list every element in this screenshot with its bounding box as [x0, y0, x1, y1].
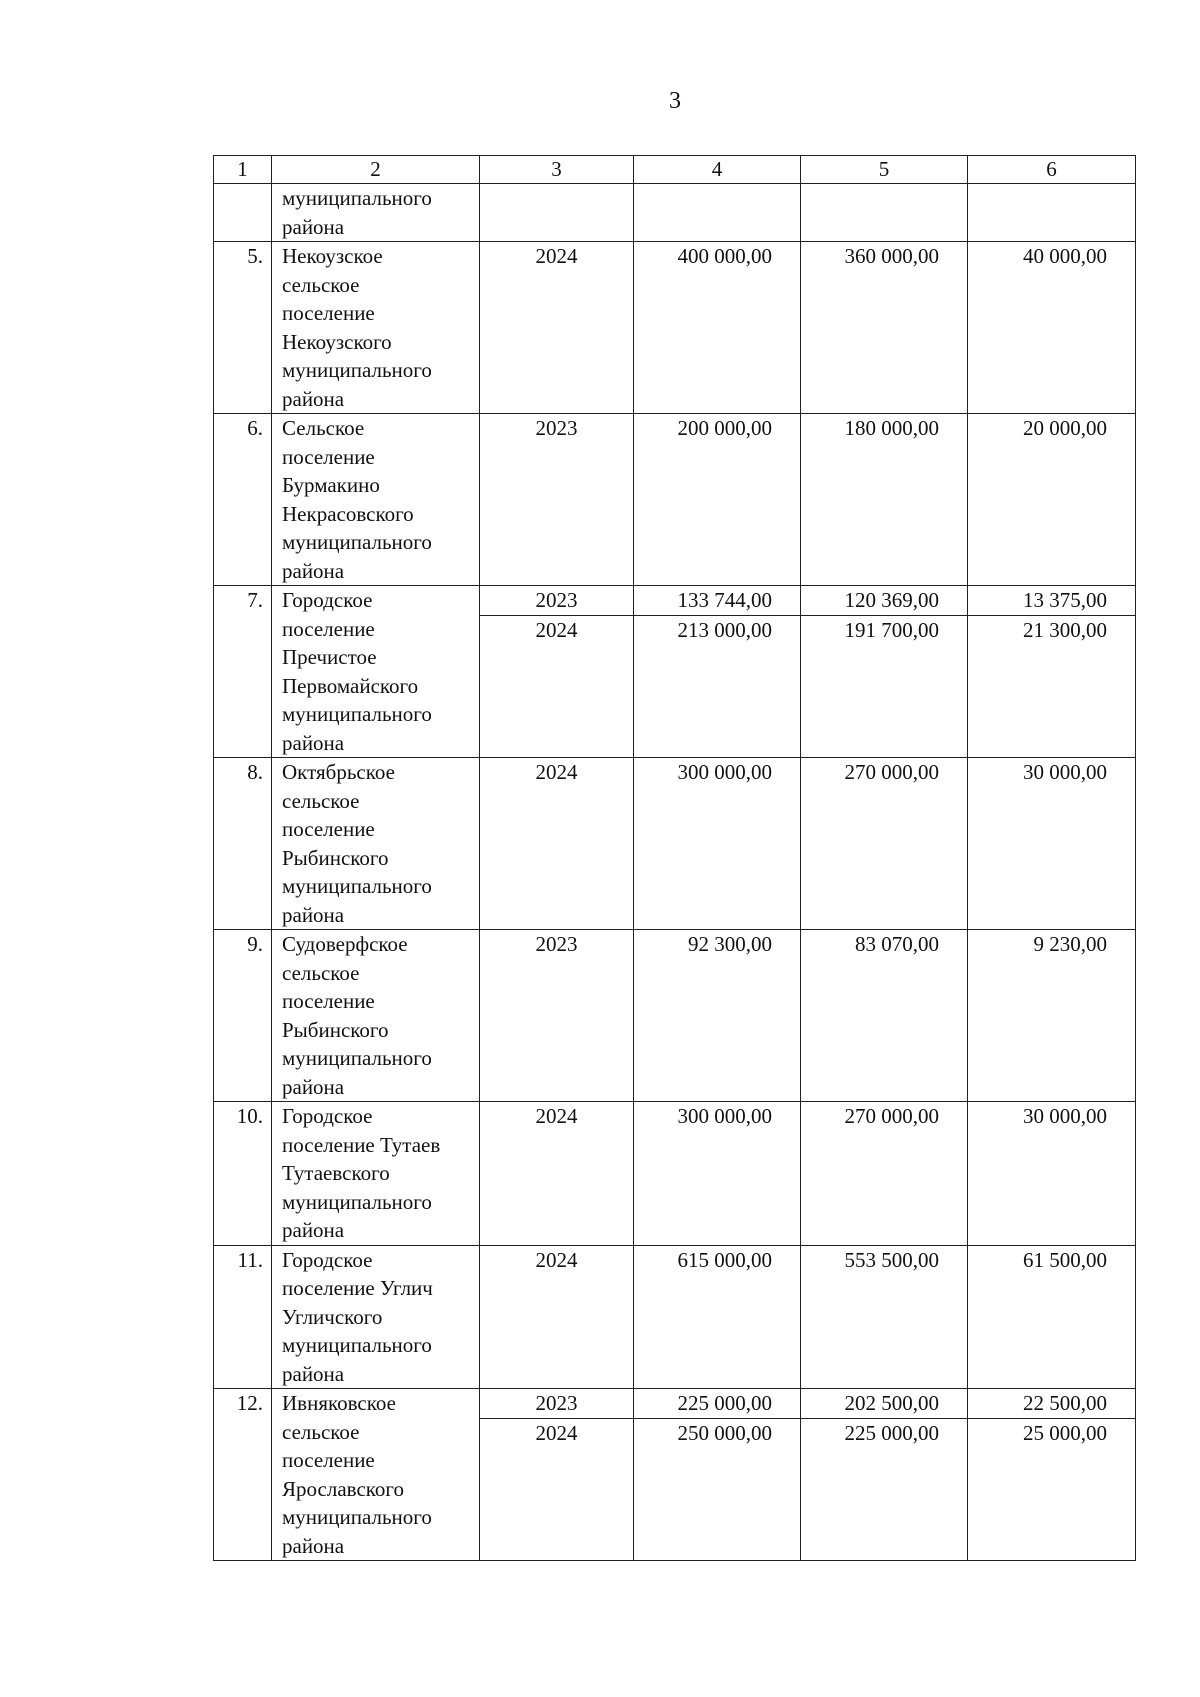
- name-line: Городское: [282, 1247, 373, 1272]
- col6-cell: [968, 1389, 1136, 1561]
- name-line: поселение Углич: [282, 1276, 433, 1300]
- name-line: поселение: [282, 817, 375, 841]
- total-value: 92 300,00: [688, 932, 772, 956]
- col5-value: 553 500,00: [844, 1247, 939, 1272]
- col6-value: 21 300,00: [968, 615, 1135, 644]
- col5-cell: [801, 586, 968, 758]
- continuation-year-cell: [480, 184, 634, 242]
- name-line: муниципального: [282, 874, 432, 898]
- col6-cell: [968, 930, 1136, 1102]
- name-line: Рыбинского: [282, 845, 389, 870]
- row-number: 12.: [214, 1389, 272, 1561]
- col6-value: 22 500,00: [1023, 1391, 1107, 1415]
- col6-value: 9 230,00: [1033, 932, 1107, 956]
- name-line: Судоверфское: [282, 932, 408, 956]
- header-col-1: 1: [214, 156, 272, 184]
- col5-cell: [801, 1389, 968, 1561]
- col5-cell: [801, 758, 968, 930]
- col5-cell: [801, 1245, 968, 1389]
- continuation-num-cell: [214, 184, 272, 242]
- year-value: 2024: [535, 1247, 578, 1272]
- col5-value: 360 000,00: [844, 244, 939, 268]
- name-line: муниципального: [282, 186, 432, 210]
- continuation-name-cell: [272, 184, 480, 242]
- municipality-name: [272, 758, 480, 930]
- col6-cell: [968, 414, 1136, 586]
- municipality-name: [272, 1102, 480, 1246]
- name-line: района: [282, 730, 345, 755]
- municipality-name: [272, 1245, 480, 1389]
- table-row: [214, 930, 1136, 1102]
- name-line: сельское: [282, 272, 360, 297]
- header-col-4: 4: [634, 156, 801, 184]
- header-col-2: 2: [272, 156, 480, 184]
- total-value: 300 000,00: [677, 760, 772, 784]
- name-line: района: [282, 902, 345, 927]
- year-value: 2023: [535, 416, 578, 440]
- name-line: Городское: [282, 1104, 373, 1128]
- col6-cell: [968, 586, 1136, 758]
- total-cell: [634, 758, 801, 930]
- table-row: [214, 1389, 1136, 1561]
- year-cell: [480, 1102, 634, 1246]
- year-cell: [480, 414, 634, 586]
- col5-value: 180 000,00: [844, 416, 939, 440]
- total-value: 200 000,00: [677, 416, 772, 440]
- name-line: поселение: [282, 989, 375, 1013]
- table-row: [214, 586, 1136, 758]
- year-cell: [480, 586, 634, 758]
- col5-cell: [801, 242, 968, 414]
- year-value: 2024: [480, 1418, 633, 1447]
- name-line: района: [282, 214, 345, 239]
- year-value: 2024: [535, 1104, 578, 1128]
- total-cell: [634, 414, 801, 586]
- col5-value: 83 070,00: [855, 932, 939, 956]
- row-number: 5.: [214, 242, 272, 414]
- col6-cell: [968, 242, 1136, 414]
- col6-value: 61 500,00: [1023, 1247, 1107, 1272]
- col6-value: 13 375,00: [1023, 588, 1107, 612]
- total-cell: [634, 1245, 801, 1389]
- year-value: 2024: [480, 615, 633, 644]
- municipality-name: [272, 414, 480, 586]
- name-line: поселение: [282, 301, 375, 325]
- name-line: муниципального: [282, 1333, 432, 1357]
- header-col-3: 3: [480, 156, 634, 184]
- name-line: района: [282, 1533, 345, 1558]
- year-cell: [480, 758, 634, 930]
- total-value: 133 744,00: [677, 588, 772, 612]
- year-cell: [480, 1389, 634, 1561]
- name-line: сельское: [282, 960, 360, 985]
- name-line: Некоузское: [282, 244, 383, 268]
- col5-cell: [801, 930, 968, 1102]
- year-value: 2023: [535, 1391, 578, 1415]
- year-cell: [480, 930, 634, 1102]
- municipality-name: [272, 930, 480, 1102]
- name-line: муниципального: [282, 702, 432, 726]
- continuation-total-cell: [634, 184, 801, 242]
- col6-value: 40 000,00: [1023, 244, 1107, 268]
- name-line: Первомайского: [282, 673, 419, 698]
- municipality-name: [272, 1389, 480, 1561]
- budget-table: [213, 155, 1136, 1561]
- col6-value: 20 000,00: [1023, 416, 1107, 440]
- year-value: 2024: [535, 244, 578, 268]
- col5-value: 270 000,00: [844, 760, 939, 784]
- name-line: поселение: [282, 444, 375, 469]
- municipality-name: [272, 586, 480, 758]
- name-line: района: [282, 1074, 345, 1099]
- col6-value: 30 000,00: [1023, 760, 1107, 784]
- year-value: 2023: [535, 588, 578, 612]
- col5-value: 225 000,00: [801, 1418, 967, 1447]
- name-line: сельское: [282, 1419, 360, 1444]
- year-value: 2024: [535, 760, 578, 784]
- total-value: 615 000,00: [677, 1247, 772, 1272]
- name-line: района: [282, 386, 345, 411]
- row-number: 9.: [214, 930, 272, 1102]
- table-row: [214, 414, 1136, 586]
- col6-cell: [968, 758, 1136, 930]
- name-line: поселение: [282, 1448, 375, 1472]
- year-value: 2023: [535, 932, 578, 956]
- name-line: Угличского: [282, 1304, 383, 1329]
- name-line: сельское: [282, 788, 360, 813]
- name-line: Ярославского: [282, 1476, 404, 1501]
- col5-cell: [801, 414, 968, 586]
- year-cell: [480, 1245, 634, 1389]
- header-col-6: 6: [968, 156, 1136, 184]
- name-line: района: [282, 558, 345, 583]
- col6-value: 25 000,00: [968, 1418, 1135, 1447]
- name-line: муниципального: [282, 1046, 432, 1070]
- name-line: Некрасовского: [282, 501, 414, 526]
- name-line: поселение: [282, 616, 375, 641]
- col5-value: 191 700,00: [801, 615, 967, 644]
- header-col-5: 5: [801, 156, 968, 184]
- row-number: 8.: [214, 758, 272, 930]
- continuation-col6-cell: [968, 184, 1136, 242]
- total-cell: [634, 586, 801, 758]
- total-value: 213 000,00: [634, 615, 800, 644]
- name-line: муниципального: [282, 530, 432, 554]
- table-row: [214, 758, 1136, 930]
- total-cell: [634, 1102, 801, 1246]
- name-line: муниципального: [282, 358, 432, 382]
- year-cell: [480, 242, 634, 414]
- col5-value: 270 000,00: [844, 1104, 939, 1128]
- name-line: Ивняковское: [282, 1391, 396, 1415]
- total-value: 225 000,00: [677, 1391, 772, 1415]
- name-line: Городское: [282, 588, 373, 612]
- name-line: Рыбинского: [282, 1017, 389, 1042]
- row-number: 7.: [214, 586, 272, 758]
- col5-value: 120 369,00: [844, 588, 939, 612]
- name-line: муниципального: [282, 1189, 432, 1214]
- continuation-row: [214, 184, 1136, 242]
- municipality-name: [272, 242, 480, 414]
- col5-value: 202 500,00: [844, 1391, 939, 1415]
- col6-value: 30 000,00: [1023, 1104, 1107, 1128]
- col5-cell: [801, 1102, 968, 1246]
- name-line: Пречистое: [282, 645, 377, 669]
- name-line: муниципального: [282, 1505, 432, 1529]
- name-line: Тутаевского: [282, 1161, 390, 1185]
- name-line: поселение Тутаев: [282, 1132, 441, 1157]
- name-line: Октябрьское: [282, 760, 395, 784]
- row-number: 10.: [214, 1102, 272, 1246]
- table-row: [214, 242, 1136, 414]
- row-number: 6.: [214, 414, 272, 586]
- total-value: 300 000,00: [677, 1104, 772, 1128]
- name-line: Бурмакино: [282, 473, 380, 497]
- total-cell: [634, 1389, 801, 1561]
- total-value: 250 000,00: [634, 1418, 800, 1447]
- row-number: 11.: [214, 1245, 272, 1389]
- col6-cell: [968, 1245, 1136, 1389]
- total-cell: [634, 930, 801, 1102]
- continuation-col5-cell: [801, 184, 968, 242]
- table-row: [214, 1102, 1136, 1246]
- total-value: 400 000,00: [677, 244, 772, 268]
- col6-cell: [968, 1102, 1136, 1246]
- name-line: Некоузского: [282, 329, 392, 354]
- name-line: района: [282, 1361, 345, 1386]
- header-row: [214, 156, 1136, 184]
- name-line: Сельское: [282, 416, 365, 440]
- table-body: [214, 184, 1136, 1561]
- total-cell: [634, 242, 801, 414]
- table-row: [214, 1245, 1136, 1389]
- page-number: 3: [669, 88, 681, 114]
- name-line: района: [282, 1218, 345, 1242]
